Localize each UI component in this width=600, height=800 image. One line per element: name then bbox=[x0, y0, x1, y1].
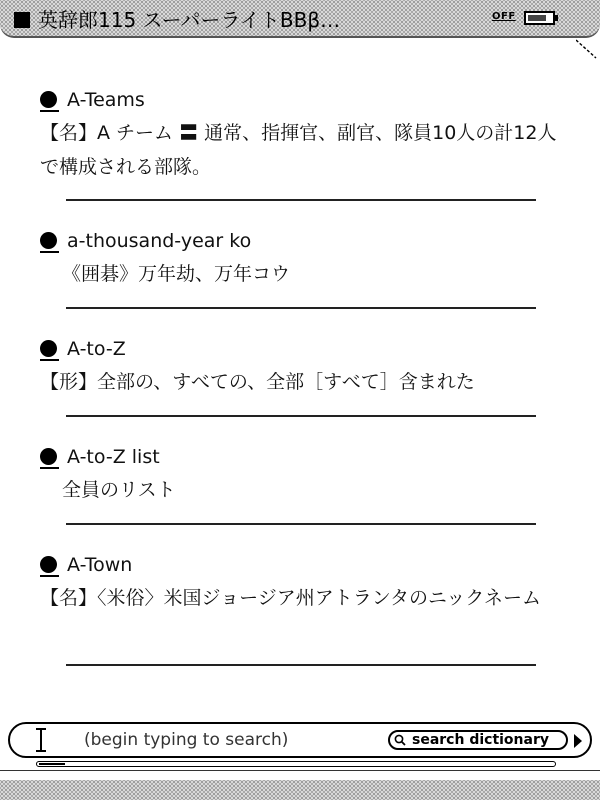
window-title: 英辞郎115 スーパーライトBBβ… bbox=[38, 8, 341, 32]
scrollbar[interactable] bbox=[36, 761, 556, 767]
text-cursor-icon bbox=[40, 728, 42, 752]
bullet-icon bbox=[40, 91, 57, 108]
search-dictionary-button[interactable] bbox=[388, 730, 568, 750]
bullet-icon bbox=[40, 232, 57, 249]
headword-text: A-to-Z bbox=[67, 338, 126, 360]
battery-icon bbox=[524, 11, 555, 25]
entry-definition: 《囲碁》万年劫、万年コウ bbox=[62, 263, 291, 285]
battery-level-fill bbox=[528, 15, 546, 21]
scrollbar-thumb[interactable] bbox=[39, 763, 65, 765]
divider bbox=[0, 770, 600, 771]
bullet-icon bbox=[40, 340, 57, 357]
search-bar[interactable] bbox=[8, 722, 592, 758]
entry-headword[interactable] bbox=[40, 335, 126, 363]
entry-headword[interactable] bbox=[40, 227, 251, 255]
headword-text: A-to-Z list bbox=[67, 446, 160, 468]
search-button-label: search dictionary bbox=[412, 732, 549, 748]
entry-headword[interactable] bbox=[40, 86, 145, 114]
entry-headword[interactable] bbox=[40, 551, 132, 579]
divider bbox=[66, 307, 536, 309]
entry-definition: 【名】〈米俗〉米国ジョージア州アトランタのニックネーム bbox=[40, 587, 542, 609]
entry-definition: 全員のリスト bbox=[62, 479, 176, 501]
headword-text: A-Town bbox=[67, 554, 133, 576]
entry-definition: 【形】全部の、すべての、全部［すべて］含まれた bbox=[40, 371, 475, 393]
divider bbox=[66, 199, 536, 201]
wireless-status: OFF bbox=[492, 11, 516, 22]
page-corner-icon bbox=[576, 38, 598, 60]
search-input[interactable]: (begin typing to search) bbox=[84, 730, 289, 750]
search-icon bbox=[394, 734, 406, 746]
headword-text: a-thousand-year ko bbox=[67, 230, 252, 252]
headword-text: A-Teams bbox=[67, 89, 145, 111]
divider bbox=[66, 523, 536, 525]
divider bbox=[66, 415, 536, 417]
entry-definition: 【名】A チーム 〓 通常、指揮官、副官、隊員10人の計12人で構成される部隊。 bbox=[40, 122, 557, 178]
title-bar bbox=[0, 0, 600, 38]
bullet-icon bbox=[40, 448, 57, 465]
battery-tip bbox=[555, 15, 558, 21]
bottom-bar bbox=[0, 780, 600, 800]
divider bbox=[66, 664, 536, 666]
menu-square-icon bbox=[14, 12, 30, 28]
bullet-icon bbox=[40, 556, 57, 573]
chevron-right-icon[interactable] bbox=[574, 734, 582, 748]
entry-headword[interactable] bbox=[40, 443, 160, 471]
